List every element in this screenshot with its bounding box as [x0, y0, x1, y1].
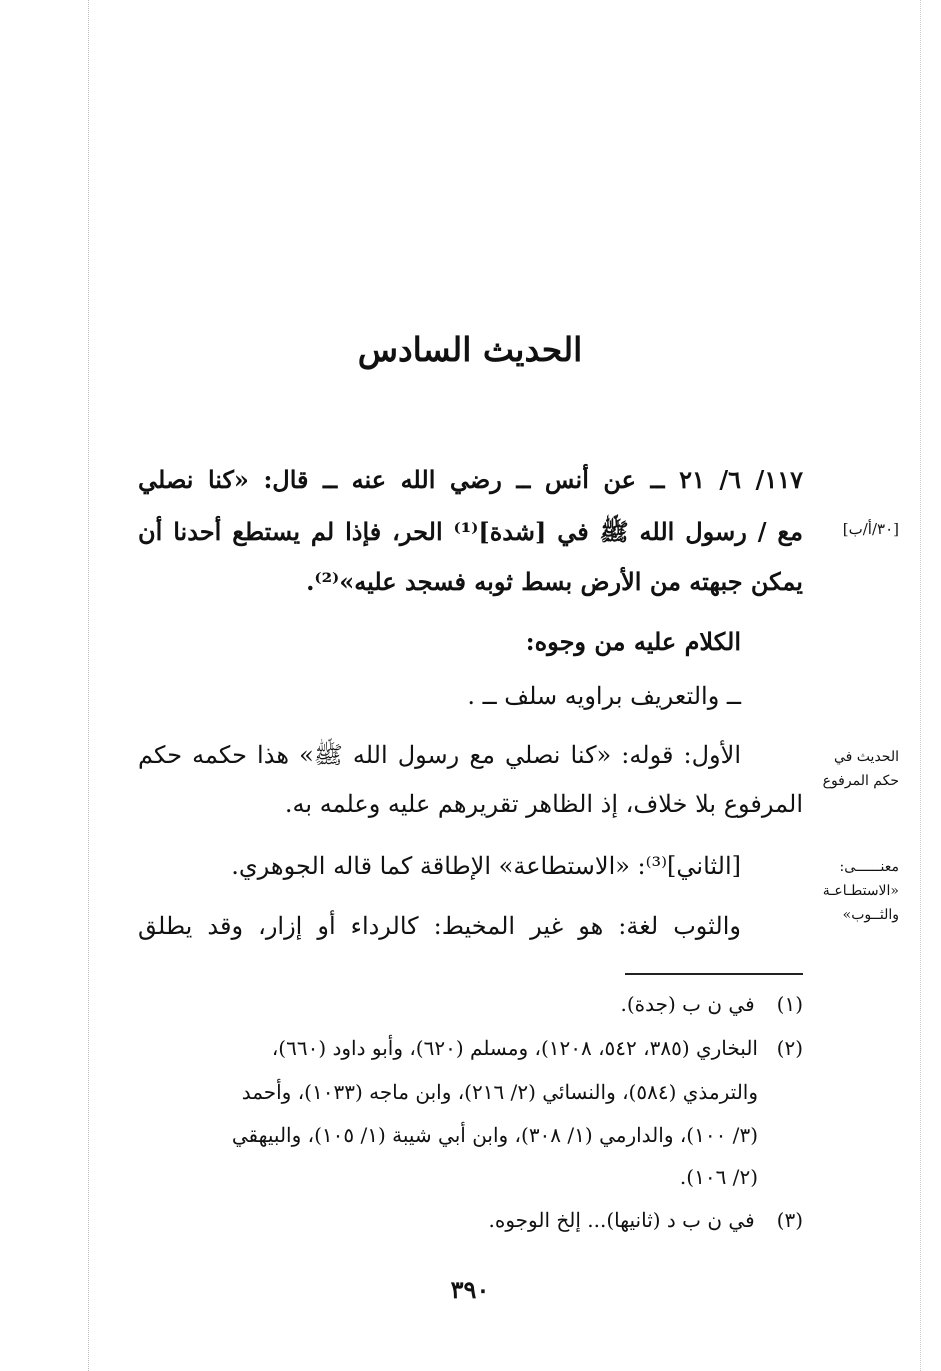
footnote-2-line-1-wrap [272, 1036, 758, 1060]
footnote-1-text: في ن ب (جدة). [620, 992, 755, 1016]
footnote-3 [489, 1208, 803, 1232]
footnote-1-number: (١) [776, 992, 803, 1016]
footnote-2-line-1: البخاري (٣٨٥، ٥٤٢، ١٢٠٨)، ومسلم (٦٢٠)، وأبو داود (٦٦٠)، [271, 1036, 758, 1060]
body-line-6: الأول: قوله: «كنا نصلي مع رسول الله ﷺ» هذا حكمه حكم [138, 741, 741, 769]
chapter-title: الحديث السادس [357, 330, 583, 369]
footnote-3-text: في ن ب د (ثانيها)... إلخ الوجوه. [488, 1208, 755, 1232]
footnote-1 [621, 992, 803, 1016]
scan-edge-right [920, 0, 922, 1371]
margin-folio-reference: [٣٠/أ/ب] [842, 520, 899, 538]
margin-note-2-line-1: معنــــــى: [839, 859, 899, 875]
body-line-4: الكلام عليه من وجوه: [525, 627, 741, 656]
footnote-2-number: (٢) [776, 1036, 803, 1060]
body-line-3: يمكن جبهته من الأرض بسط ثوبه فسجد عليه»⁽²⁾. [306, 567, 803, 596]
margin-note-2-line-3: والثــوب» [842, 907, 899, 923]
footnote-2-line-3: (٣/ ١٠٠)، والدارمي (١/ ٣٠٨)، وابن أبي شيبة (١/ ١٠٥)، والبيهقي [231, 1123, 758, 1147]
footnote-separator [625, 973, 803, 975]
body-line-7: المرفوع بلا خلاف، إذ الظاهر تقريرهم عليه وعلمه به. [284, 790, 803, 818]
margin-note-1-line-1: الحديث في [834, 749, 899, 765]
footnote-2-line-4: (٢/ ١٠٦). [679, 1165, 758, 1189]
footnote-2-line-2: والترمذي (٥٨٤)، والنسائي (٢/ ٢١٦)، وابن ماجه (١٠٣٣)، وأحمد [241, 1080, 758, 1104]
body-line-1: ١١٧/ ٦/ ٢١ ــ عن أنس ــ رضي الله عنه ــ قال: «كنا نصلي [138, 465, 803, 494]
footnote-3-number: (٣) [776, 1208, 803, 1232]
footnote-2-number-wrap [761, 1036, 803, 1060]
body-line-5: ــ والتعريف براويه سلف ــ . [467, 682, 741, 710]
scan-edge-left [88, 0, 90, 1371]
margin-note-1-line-2: حكم المرفوع [822, 773, 899, 789]
body-line-9: والثوب لغة: هو غير المخيط: كالرداء أو إزار، وقد يطلق [138, 912, 741, 940]
margin-note-2-line-2: «الاستطـاعـة [822, 883, 899, 899]
body-line-8: [الثاني]⁽³⁾: «الاستطاعة» الإطاقة كما قاله الجوهري. [231, 852, 741, 880]
body-line-2: مع / رسول الله ﷺ في [شدة]⁽¹⁾ الحر، فإذا لم يستطع أحدنا أن [138, 517, 803, 546]
page-number: ٣٩٠ [450, 1275, 490, 1304]
